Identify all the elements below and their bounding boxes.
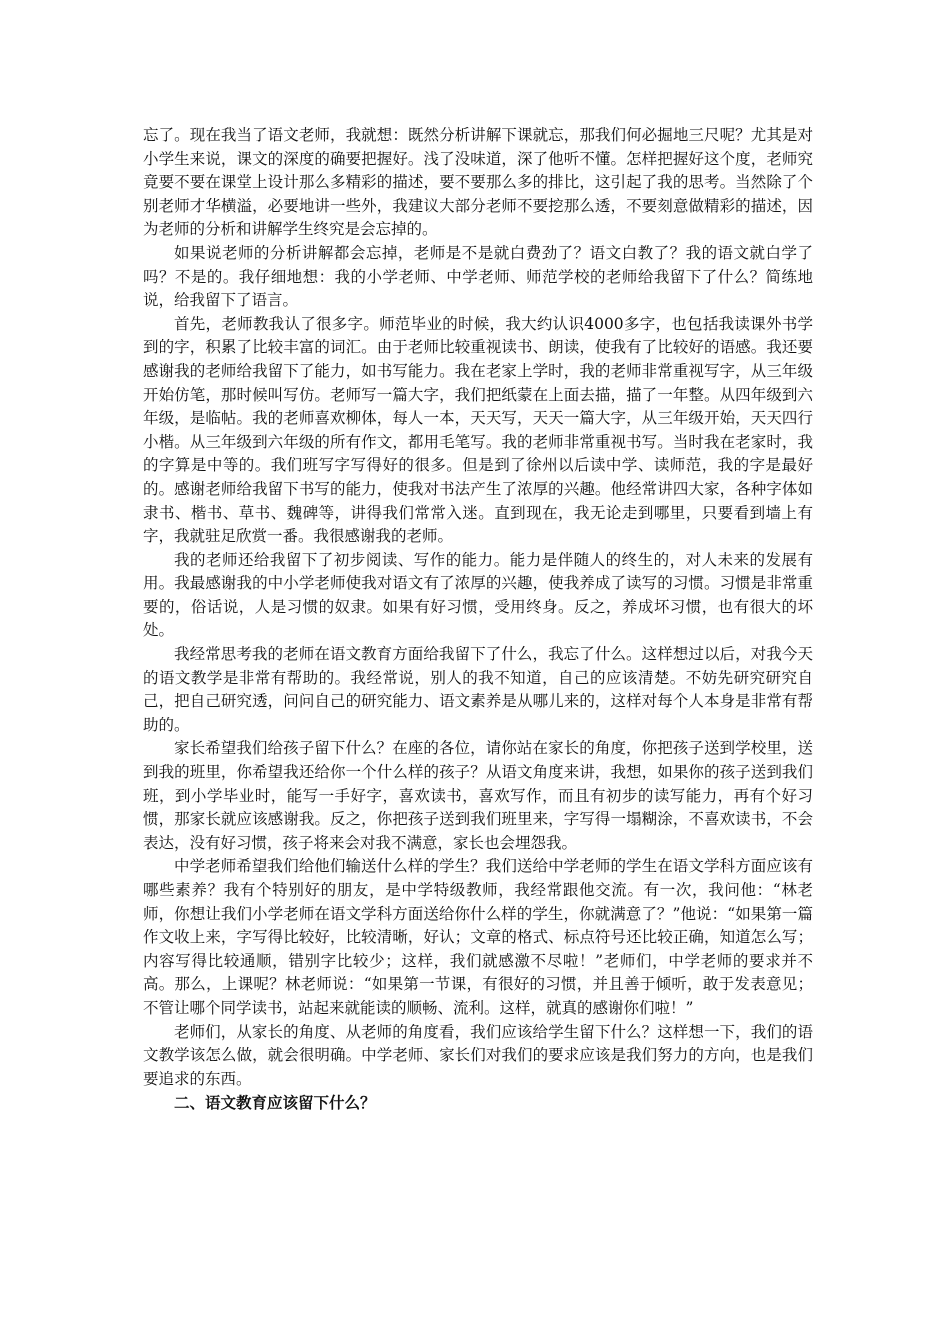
- document-page: [143, 124, 813, 1115]
- body-paragraph: 如果说老师的分析讲解都会忘掉，老师是不是就白费劲了？语文白教了？我的语文就白学了吗？不是的。我仔细地想：我的小学老师、中学老师、师范学校的老师给我留下了什么？简练地说，给我留下了语言。: [143, 243, 813, 310]
- body-paragraph: 首先，老师教我认了很多字。师范毕业的时候，我大约认识4000多字，也包括我读课外书学到的字，积累了比较丰富的词汇。由于老师比较重视读书、朗读，使我有了比较好的语感。我还要感谢我的老师给我留下了能力，如书写能力。我在老家上学时，我的老师非常重视写字，从三年级开始仿笔，那时候叫写仿。老师写一篇大字，我们把纸蒙在上面去描，描了一年整。从四年级到六年级，是临帖。我的老师喜欢柳体，每人一本，天天写，天天一篇大字，从三年级开始，天天四行小楷。从三年级到六年级的所有作文，都用毛笔写。我的老师非常重视书写。当时我在老家时，我的字算是中等的。我们班写字写得好的很多。但是到了徐州以后读中学、读师范，我的字是最好的。感谢老师给我留下书写的能力，使我对书法产生了浓厚的兴趣。他经常讲四大家，各种字体如隶书、楷书、草书、魏碑等，讲得我们常常入迷。直到现在，我无论走到哪里，只要看到墙上有字，我就驻足欣赏一番。我很感谢我的老师。: [143, 314, 813, 546]
- body-paragraph: 中学老师希望我们给他们输送什么样的学生？我们送给中学老师的学生在语文学科方面应该有哪些素养？我有个特别好的朋友，是中学特级教师，我经常跟他交流。有一次，我问他：“林老师，你想让我们小学老师在语文学科方面送给你什么样的学生，你就满意了？”他说：“如果第一篇作文收上来，字写得比较好，比较清晰，好认；文章的格式、标点符号还比较正确，知道怎么写；内容写得比较通顺，错别字比较少；这样，我们就感激不尽啦！”老师们，中学老师的要求并不高。那么，上课呢？林老师说：“如果第一节课，有很好的习惯，并且善于倾听，敢于发表意见；不管让哪个同学读书，站起来就能读的顺畅、流利。这样，就真的感谢你们啦！”: [143, 857, 813, 1017]
- body-paragraph: 忘了。现在我当了语文老师，我就想：既然分析讲解下课就忘，那我们何必掘地三尺呢？尤其是对小学生来说，课文的深度的确要把握好。浅了没味道，深了他听不懂。怎样把握好这个度，老师究竟要不要在课堂上设计那么多精彩的描述，要不要那么多的排比，这引起了我的思考。当然除了个别老师才华横溢，必要地讲一些外，我建议大部分老师不要挖那么透，不要刻意做精彩的描述，因为老师的分析和讲解学生终究是会忘掉的。: [143, 126, 813, 239]
- body-paragraph: 老师们，从家长的角度、从老师的角度看，我们应该给学生留下什么？这样想一下，我们的语文教学该怎么做，就会很明确。中学老师、家长们对我们的要求应该是我们努力的方向，也是我们要追求的东西。: [143, 1022, 813, 1088]
- body-paragraph: 家长希望我们给孩子留下什么？在座的各位，请你站在家长的角度，你把孩子送到学校里，送到我的班里，你希望我还给你一个什么样的孩子？从语文角度来讲，我想，如果你的孩子送到我们班，到小学毕业时，能写一手好字，喜欢读书，喜欢写作，而且有初步的读写能力，再有个好习惯，那家长就应该感谢我。反之，你把孩子送到我们班里来，字写得一塌糊涂，不喜欢读书，不会表达，没有好习惯，孩子将来会对我不满意，家长也会埋怨我。: [143, 739, 813, 852]
- body-paragraph: 我经常思考我的老师在语文教育方面给我留下了什么，我忘了什么。这样想过以后，对我今天的语文教学是非常有帮助的。我经常说，别人的我不知道，自己的应该清楚。不妨先研究研究自己，把自己研究透，问问自己的研究能力、语文素养是从哪儿来的，这样对每个人本身是非常有帮助的。: [143, 645, 813, 734]
- section-heading: 二、语文教育应该留下什么？: [174, 1093, 376, 1113]
- body-paragraph: 我的老师还给我留下了初步阅读、写作的能力。能力是伴随人的终生的，对人未来的发展有用。我最感谢我的中小学老师使我对语文有了浓厚的兴趣，使我养成了读写的习惯。习惯是非常重要的，俗话说，人是习惯的奴隶。如果有好习惯，受用终身。反之，养成坏习惯，也有很大的坏处。: [143, 550, 813, 640]
